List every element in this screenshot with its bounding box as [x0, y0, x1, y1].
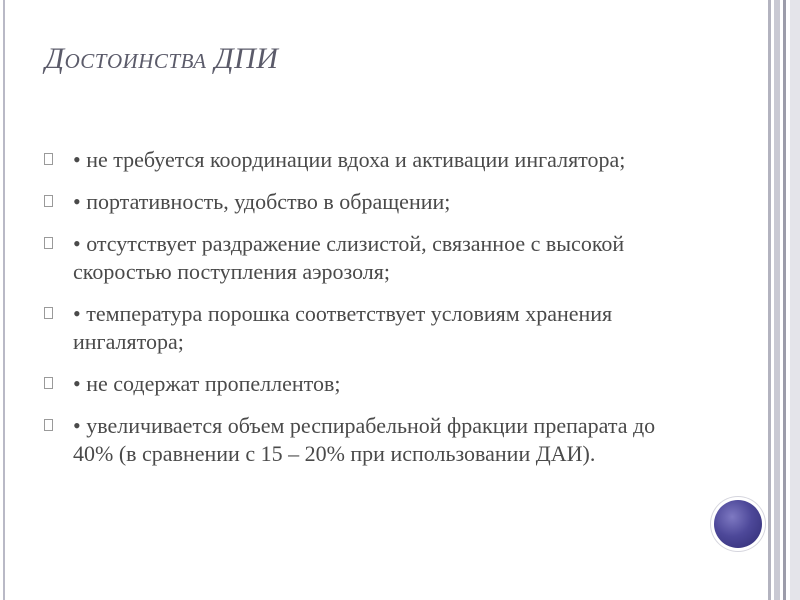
frame-stripe — [774, 0, 780, 600]
square-outline-icon — [44, 419, 53, 431]
slide-title: Достоинства ДПИ — [45, 42, 279, 75]
list-item — [44, 146, 684, 174]
list-item — [44, 188, 684, 216]
bullet-list — [44, 146, 684, 482]
square-outline-icon — [44, 307, 53, 319]
list-item-text: • не требуется координации вдоха и активации ингалятора; — [73, 147, 626, 172]
frame-stripe — [783, 0, 786, 600]
frame-stripe — [790, 0, 800, 600]
list-item — [44, 412, 684, 468]
square-outline-icon — [44, 377, 53, 389]
list-item-text: • увеличивается объем респирабельной фракции препарата до 40% (в сравнении с 15 – 20% при использовании ДАИ). — [73, 413, 656, 466]
right-decorative-frame — [768, 0, 800, 600]
list-item-text: • портативность, удобство в обращении; — [73, 189, 451, 214]
list-item-text: • температура порошка соответствует условиям хранения ингалятора; — [73, 301, 613, 354]
list-item — [44, 370, 684, 398]
left-frame-line — [3, 0, 5, 600]
circle-icon — [714, 500, 762, 548]
list-item-text: • отсутствует раздражение слизистой, связанное с высокой скоростью поступления аэрозоля; — [73, 231, 625, 284]
list-item — [44, 300, 684, 356]
square-outline-icon — [44, 153, 53, 165]
square-outline-icon — [44, 195, 53, 207]
frame-stripe — [768, 0, 771, 600]
list-item-text: • не содержат пропеллентов; — [73, 371, 341, 396]
list-item — [44, 230, 684, 286]
square-outline-icon — [44, 237, 53, 249]
